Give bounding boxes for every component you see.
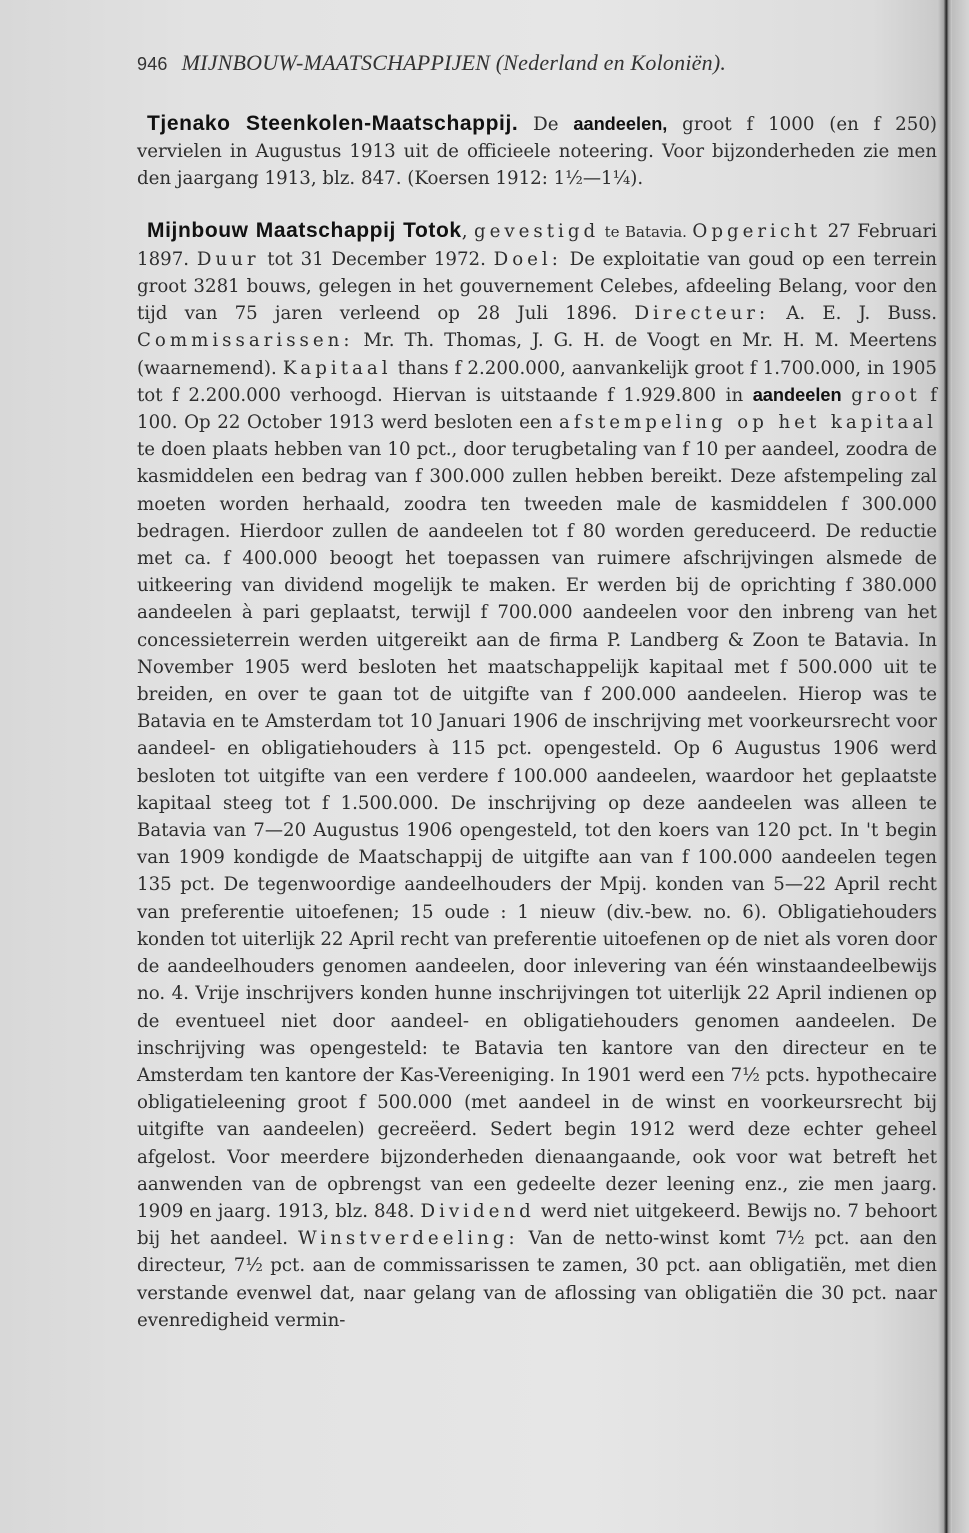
field-label: Directeur:: [634, 303, 770, 325]
field-value: A. E. J. Buss.: [769, 303, 937, 325]
field-value: Mr. Th. Thomas, J. G. H. de Voogt en Mr. H. M. Meertens (waarnemend).: [137, 330, 937, 379]
page-number: 946: [137, 54, 168, 74]
field-value: Van de netto-winst komt 7½ pct. aan den directeur, 7½ pct. aan de commissarissen te zamen, 30 pct. aan obligatiën, met dien verstande evenwel dat, naar gelang van de aflossing van obligatiën die 30 pct. naar evenredigheid vermin-: [137, 1228, 937, 1331]
field-value: te doen plaats hebben van 10 pct., door terugbetaling van f 10 per aandeel, zoodra de kasmiddelen een bedrag van f 300.000 zullen hebben bereikt. Deze afstempeling zal moeten worden herhaald, zoodra ten tweeden male de kasmiddelen f 300.000 bedragen. Hierdoor zullen de aandeelen tot f 80 worden gereduceerd. De reductie met ca. f 400.000 beoogt het toepassen van ruimere afschrijvingen alsmede de uitkeering van dividend mogelijk te maken. Er werden bij de oprichting f 380.000 aandeelen à pari geplaatst, terwijl f 700.000 aandeelen voor den inbreng van het concessieterrein werden uitgereikt aan de firma P. Landberg & Zoon te Batavia. In November 1905 werd besloten het maatschappelijk kapitaal met f 500.000 uit te breiden, en over te gaan tot de uitgifte van f 200.000 aandeelen. Hierop was te Batavia en te Amsterdam tot 10 Januari 1906 de inschrijving met voorkeursrecht voor aandeel- en obligatiehouders à 115 pct. opengesteld. Op 6 Augustus 1906 werd besloten tot uitgifte van een verdere f 100.000 aandeelen, waardoor het geplaatste kapitaal steeg tot f 1.500.000. De inschrijving op deze aandeelen was alleen te Batavia van 7—20 Augustus 1906 opengesteld, tot den koers van 120 pct. In 't begin van 1909 kondigde de Maatschappij de uitgifte aan van f 100.000 aandeelen tegen 135 pct. De tegenwoordige aandeelhouders der Mpij. konden van 5—22 April recht van preferentie uitoefenen; 15 oude : 1 nieuw (div.-bew. no. 6). Obligatiehouders konden tot uiterlijk 22 April recht van preferentie uitoefenen op de niet als voren door de aandeelhouders genomen aandeelen, door inlevering van één winstaandeelbewijs no. 4. Vrije inschrijvers konden hunne inschrijvingen tot uiterlijk 22 April indienen op de eventueel niet door aandeel- en obligatiehouders genomen aandeelen. De inschrijving was opengesteld: te Batavia ten kantore van den directeur en te Amsterdam ten kantore der Kas-Vereeniging. In 1901 werd een 7½ pcts. hypothecaire obligatieleening groot f 500.000 (met aandeel in de winst en voorkeursrecht bij uitgifte van aandeelen) gecreëerd. Sedert begin 1912 werd deze echter geheel afgelost. Voor meerdere bijzonderheden dienaangaande, ook voor wat betreft het aanwenden van de opbrengst van een gedeelte dezer leening enz., zie men jaarg. 1909 en jaarg. 1913, blz. 848.: [137, 439, 937, 1222]
book-binding-shadow: [938, 0, 952, 1533]
field-label: gevestigd: [473, 220, 600, 242]
field-value: thans f 2.200.000, aanvankelijk groot f 1.700.000, in 1905 tot f 2.200.000 verhoogd. Hiervan is uitstaande f 1.929.800 in: [137, 357, 937, 406]
entry-title: Mijnbouw Maatschappij Totok: [147, 218, 462, 242]
field-label: Doel:: [493, 248, 562, 270]
field-label: Dividend: [420, 1200, 535, 1222]
field-label: afstempeling op het kapitaal: [559, 412, 937, 434]
entry-text: groot f 1000 (en f 250) vervielen in Augustus 1913 uit de officieele noteering. Voor bijzonderheden zie men den jaargang 1913, blz. 847. (Koersen 1912: 1½—1¼).: [137, 114, 937, 190]
field-label: Commissarissen:: [137, 330, 354, 352]
running-title: MIJNBOUW-MAATSCHAPPIJEN (Nederland en Koloniën).: [181, 50, 727, 75]
field-value: De exploitatie van goud op een terrein groot 3281 bouws, gelegen in het gouvernement Celebes, afdeeling Belang, voor den tijd van 75 jaren verleend op 28 Juli 1896.: [137, 248, 938, 325]
running-header: [137, 50, 937, 76]
entry-tjenako: [137, 110, 937, 193]
field-label: Winstverdeeling:: [298, 1228, 519, 1250]
bold-term: aandeelen: [752, 384, 842, 405]
field-value: tot 31 December 1972.: [259, 248, 494, 270]
page-edge: [952, 0, 969, 1533]
field-value: f 100. Op 22 October 1913 werd besloten een: [137, 384, 937, 434]
field-label: Kapitaal: [282, 357, 392, 379]
field-value: te Batavia.: [599, 222, 693, 241]
field-value: werd niet uitgekeerd. Bewijs no. 7 behoort bij het aandeel.: [137, 1200, 937, 1250]
bold-term: aandeelen,: [573, 114, 668, 134]
field-label: Opgericht: [692, 220, 822, 242]
entry-text: De: [518, 114, 574, 135]
entry-totok: Mijnbouw Maatschappij Totok, gevestigd te Batavia. Opgericht 27 Februari 1897. Duur tot 31 December 1972. Doel: De exploitatie van goud op een terrein groot 3281 bouws, gelegen in het gouvernement Celebes, afdeeling Belang, voor den tijd van 75 jaren verleend op 28 Juli 1896. Directeur: A. E. J. Buss. Commissarissen: Mr. Th. Thomas, J. G. H. de Voogt en Mr. H. M. Meertens (waarnemend). Kapitaal thans f 2.200.000, aanvankelijk groot f 1.700.000, in 1905 tot f 2.200.000 verhoogd. Hiervan is uitstaande f 1.929.800 in aandeelen groot f 100. Op 22 October 1913 werd besloten een afstempeling op het kapitaal te doen plaats hebben van 10 pct., door terugbetaling van f 10 per aandeel, zoodra de kasmiddelen een bedrag van f 300.000 zullen hebben bereikt. Deze afstempeling zal moeten worden herhaald, zoodra ten tweeden male de kasmiddelen f 300.000 bedragen. Hierdoor zullen de aandeelen tot f 80 worden gereduceerd. De reductie met ca. f 400.000 beoogt het toepassen van ruimere afschrijvingen alsmede de uitkeering van dividend mogelijk te maken. Er werden bij de oprichting f 380.000 aandeelen à pari geplaatst, terwijl f 700.000 aandeelen voor den inbreng van het concessieterrein werden uitgereikt aan de firma P. Landberg & Zoon te Batavia. In November 1905 werd besloten het maatschappelijk kapitaal met f 500.000 uit te breiden, en over te gaan tot de uitgifte van f 200.000 aandeelen. Hierop was te Batavia en te Amsterdam tot 10 Januari 1906 de inschrijving met voorkeursrecht voor aandeel- en obligatiehouders à 115 pct. opengesteld. Op 6 Augustus 1906 werd besloten tot uitgifte van een verdere f 100.000 aandeelen, waardoor het geplaatste kapitaal steeg tot f 1.500.000. De inschrijving op deze aandeelen was alleen te Batavia van 7—20 Augustus 1906 opengesteld, tot den koers van 120 pct. In 't begin van 1909 kondigde de Maatschappij de uitgifte aan van f 100.000 aandeelen tegen 135 pct. De tegenwoordige aandeelhouders der Mpij. konden van 5—22 April recht van preferentie uitoefenen; 15 oude : 1 nieuw (div.-bew. no. 6). Obligatiehouders konden tot uiterlijk 22 April recht van preferentie uitoefenen op de niet als voren door de aandeelhouders genomen aandeelen, door inlevering van één winstaandeelbewijs no. 4. Vrije inschrijvers konden hunne inschrijvingen tot uiterlijk 22 April indienen op de eventueel niet door aandeel- en obligatiehouders genomen aandeelen. De inschrijving was opengesteld: te Batavia ten kantore van den directeur en te Amsterdam ten kantore der Kas-Vereeniging. In 1901 werd een 7½ pcts. hypothecaire obligatieleening groot f 500.000 (met aandeel in de winst en voorkeursrecht bij uitgifte van aandeelen) gecreëerd. Sedert begin 1912 werd deze echter geheel afgelost. Voor meerdere bijzonderheden dienaangaande, ook voor wat betreft het aanwenden van de opbrengst van een gedeelte dezer leening enz., zie men jaarg. 1909 en jaarg. 1913, blz. 848. Dividend werd niet uitgekeerd. Bewijs no. 7 behoort bij het aandeel. Winstverdeeling: Van de netto-winst komt 7½ pct. aan den directeur, 7½ pct. aan de commissarissen te zamen, 30 pct. aan obligatiën, met dien verstande evenwel dat, naar gelang van de aflossing van obligatiën die 30 pct. naar evenredigheid vermin-: [137, 218, 938, 1331]
field-value: 27 Februari 1897.: [137, 220, 937, 270]
field-label: Duur: [196, 248, 260, 270]
document-page: [137, 50, 937, 1358]
field-label: groot: [851, 384, 921, 406]
entry-title: Tjenako Steenkolen-Maatschappij.: [147, 112, 519, 135]
